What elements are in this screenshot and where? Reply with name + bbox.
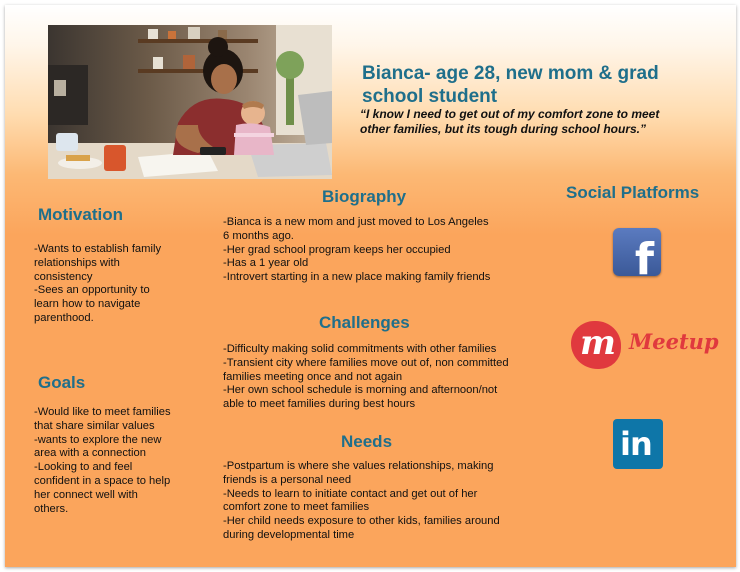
- meetup-glyph: m: [580, 323, 616, 363]
- persona-name-heading: Bianca- age 28, new mom & grad school student: [362, 63, 659, 107]
- challenges-heading: Challenges: [319, 313, 410, 332]
- motivation-text: -Wants to establish family relationships with consistency -Sees an opportunity to learn how to navigate parenthood.: [34, 243, 162, 324]
- goals-heading: Goals: [38, 373, 86, 392]
- facebook-glyph: f: [634, 234, 654, 276]
- challenges-text: -Difficulty making solid commitments with other families -Transient city where families move out of, non committed families meeting once and not again -Her own school schedule is morning and afternoon/not able to meet families during best hours: [223, 343, 509, 411]
- needs-heading: Needs: [341, 432, 393, 451]
- biography-heading: Biography: [322, 187, 407, 206]
- facebook-logo-icon: [613, 228, 661, 276]
- linkedin-glyph: in: [620, 425, 652, 463]
- persona-photo: [48, 25, 332, 179]
- social-platforms-heading: Social Platforms: [566, 183, 700, 202]
- motivation-heading: Motivation: [38, 205, 123, 224]
- persona-card: [5, 5, 736, 567]
- needs-text: -Postpartum is where she values relationships, making friends is a personal need -Needs to learn to initiate contact and get out of her comfort zone to meet families -Her child needs exposure to other kids, families around during developmental time: [223, 460, 500, 541]
- linkedin-logo-icon: [613, 419, 663, 469]
- goals-text: -Would like to meet families that share similar values -wants to explore the new area with a connection -Looking to and feel confident in a space to help her connect well with others.: [34, 406, 171, 515]
- persona-quote: “I know I need to get out of my comfort zone to meet other families, but its tough during school hours.”: [360, 107, 660, 136]
- meetup-logo-icon: [571, 319, 719, 371]
- biography-text: -Bianca is a new mom and just moved to Los Angeles 6 months ago. -Her grad school program keeps her occupied -Has a 1 year old -Introvert starting in a new place making family friends: [223, 216, 491, 284]
- meetup-wordmark: Meetup: [629, 329, 719, 354]
